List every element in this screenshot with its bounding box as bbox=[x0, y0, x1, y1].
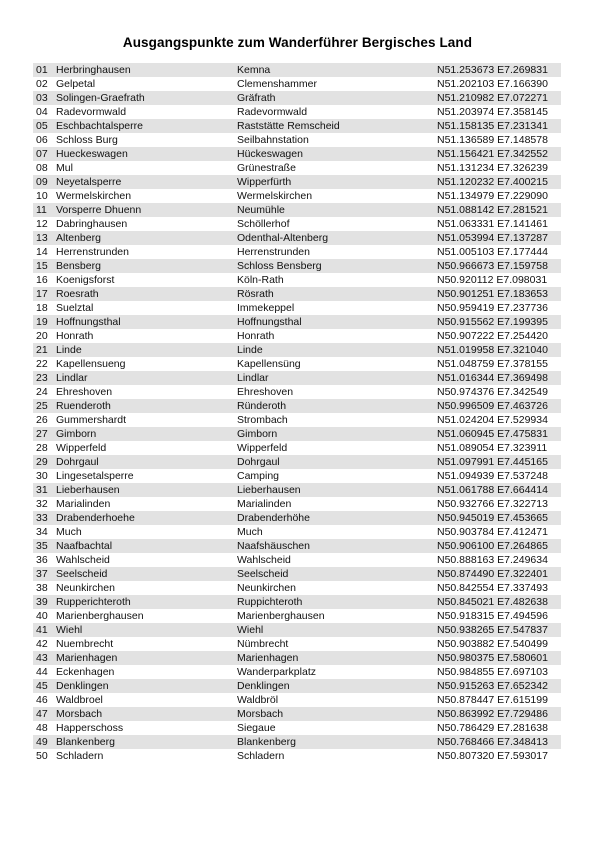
row-number: 17 bbox=[36, 288, 48, 300]
route-name: Vorsperre Dhuenn bbox=[56, 204, 142, 216]
gps-coordinates: N50.915562 E7.199395 bbox=[437, 316, 548, 328]
start-place: Blankenberg bbox=[237, 736, 296, 748]
table-row bbox=[33, 735, 561, 749]
table-row bbox=[33, 595, 561, 609]
start-place: Wanderparkplatz bbox=[237, 666, 316, 678]
table-row bbox=[33, 749, 561, 763]
gps-coordinates: N51.019958 E7.321040 bbox=[437, 344, 548, 356]
row-number: 03 bbox=[36, 92, 48, 104]
start-place: Strombach bbox=[237, 414, 288, 426]
route-name: Bensberg bbox=[56, 260, 101, 272]
table-row bbox=[33, 315, 561, 329]
table-row bbox=[33, 609, 561, 623]
table-row bbox=[33, 553, 561, 567]
start-place: Morsbach bbox=[237, 708, 284, 720]
route-name: Ruenderoth bbox=[56, 400, 111, 412]
gps-coordinates: N50.888163 E7.249634 bbox=[437, 554, 548, 566]
start-place: Lieberhausen bbox=[237, 484, 301, 496]
start-place: Much bbox=[237, 526, 263, 538]
gps-coordinates: N51.088142 E7.281521 bbox=[437, 204, 548, 216]
start-place: Dohrgaul bbox=[237, 456, 280, 468]
table-row bbox=[33, 203, 561, 217]
route-name: Dohrgaul bbox=[56, 456, 99, 468]
route-name: Eckenhagen bbox=[56, 666, 115, 678]
row-number: 29 bbox=[36, 456, 48, 468]
gps-coordinates: N50.945019 E7.453665 bbox=[437, 512, 548, 524]
gps-coordinates: N51.094939 E7.537248 bbox=[437, 470, 548, 482]
table-row bbox=[33, 707, 561, 721]
start-place: Grünestraße bbox=[237, 162, 296, 174]
start-place: Schloss Bensberg bbox=[237, 260, 322, 272]
gps-coordinates: N50.874490 E7.322401 bbox=[437, 568, 548, 580]
row-number: 23 bbox=[36, 372, 48, 384]
gps-coordinates: N51.156421 E7.342552 bbox=[437, 148, 548, 160]
route-name: Marienberghausen bbox=[56, 610, 144, 622]
row-number: 30 bbox=[36, 470, 48, 482]
row-number: 42 bbox=[36, 638, 48, 650]
table-row bbox=[33, 385, 561, 399]
table-row bbox=[33, 147, 561, 161]
table-row bbox=[33, 483, 561, 497]
start-place: Camping bbox=[237, 470, 280, 482]
route-name: Ehreshoven bbox=[56, 386, 113, 398]
route-name: Schloss Burg bbox=[56, 134, 118, 146]
table-row bbox=[33, 245, 561, 259]
gps-coordinates: N51.134979 E7.229090 bbox=[437, 190, 548, 202]
start-place: Wiehl bbox=[237, 624, 264, 636]
gps-coordinates: N50.842554 E7.337493 bbox=[437, 582, 548, 594]
row-number: 46 bbox=[36, 694, 48, 706]
start-place: Marienberghausen bbox=[237, 610, 325, 622]
table-row bbox=[33, 623, 561, 637]
row-number: 24 bbox=[36, 386, 48, 398]
start-place: Raststätte Remscheid bbox=[237, 120, 340, 132]
gps-coordinates: N51.158135 E7.231341 bbox=[437, 120, 548, 132]
table-row bbox=[33, 693, 561, 707]
row-number: 36 bbox=[36, 554, 48, 566]
table-row bbox=[33, 637, 561, 651]
route-name: Gummershardt bbox=[56, 414, 127, 426]
start-place: Wipperfürth bbox=[237, 176, 292, 188]
gps-coordinates: N50.903784 E7.412471 bbox=[437, 526, 548, 538]
gps-coordinates: N50.966673 E7.159758 bbox=[437, 260, 548, 272]
row-number: 47 bbox=[36, 708, 48, 720]
route-name: Much bbox=[56, 526, 82, 538]
route-name: Koenigsforst bbox=[56, 274, 115, 286]
route-name: Marialinden bbox=[56, 498, 111, 510]
gps-coordinates: N51.131234 E7.326239 bbox=[437, 162, 548, 174]
row-number: 33 bbox=[36, 512, 48, 524]
table-row bbox=[33, 413, 561, 427]
table-row bbox=[33, 539, 561, 553]
row-number: 45 bbox=[36, 680, 48, 692]
row-number: 50 bbox=[36, 750, 48, 762]
start-place: Seilbahnstation bbox=[237, 134, 309, 146]
route-name: Dabringhausen bbox=[56, 218, 128, 230]
row-number: 26 bbox=[36, 414, 48, 426]
row-number: 27 bbox=[36, 428, 48, 440]
row-number: 02 bbox=[36, 78, 48, 90]
gps-coordinates: N50.932766 E7.322713 bbox=[437, 498, 548, 510]
route-name: Eschbachtalsperre bbox=[56, 120, 143, 132]
gps-coordinates: N50.980375 E7.580601 bbox=[437, 652, 548, 664]
route-name: Honrath bbox=[56, 330, 94, 342]
start-place: Neumühle bbox=[237, 204, 285, 216]
gps-coordinates: N51.048759 E7.378155 bbox=[437, 358, 548, 370]
route-name: Kapellensueng bbox=[56, 358, 126, 370]
gps-coordinates: N50.768466 E7.348413 bbox=[437, 736, 548, 748]
row-number: 34 bbox=[36, 526, 48, 538]
table-row bbox=[33, 525, 561, 539]
table-row bbox=[33, 651, 561, 665]
page-title: Ausgangspunkte zum Wanderführer Bergisches Land bbox=[122, 35, 473, 50]
row-number: 16 bbox=[36, 274, 48, 286]
table-row bbox=[33, 665, 561, 679]
route-name: Happerschoss bbox=[56, 722, 124, 734]
route-name: Seelscheid bbox=[56, 568, 108, 580]
table-row bbox=[33, 119, 561, 133]
gps-coordinates: N51.120232 E7.400215 bbox=[437, 176, 548, 188]
route-name: Neunkirchen bbox=[56, 582, 115, 594]
route-name: Blankenberg bbox=[56, 736, 115, 748]
gps-coordinates: N51.061788 E7.664414 bbox=[437, 484, 548, 496]
table-row bbox=[33, 427, 561, 441]
gps-coordinates: N50.903882 E7.540499 bbox=[437, 638, 548, 650]
route-name: Wermelskirchen bbox=[56, 190, 132, 202]
gps-coordinates: N51.136589 E7.148578 bbox=[437, 134, 548, 146]
row-number: 14 bbox=[36, 246, 48, 258]
table-row bbox=[33, 259, 561, 273]
table-row bbox=[33, 357, 561, 371]
gps-coordinates: N50.915263 E7.652342 bbox=[437, 680, 548, 692]
gps-coordinates: N50.984855 E7.697103 bbox=[437, 666, 548, 678]
table-row bbox=[33, 399, 561, 413]
row-number: 44 bbox=[36, 666, 48, 678]
gps-coordinates: N50.938265 E7.547837 bbox=[437, 624, 548, 636]
gps-coordinates: N51.253673 E7.269831 bbox=[437, 64, 548, 76]
table-row bbox=[33, 175, 561, 189]
route-name: Naafbachtal bbox=[56, 540, 113, 552]
table-row bbox=[33, 329, 561, 343]
row-number: 38 bbox=[36, 582, 48, 594]
gps-coordinates: N51.203974 E7.358145 bbox=[437, 106, 548, 118]
start-place: Köln-Rath bbox=[237, 274, 284, 286]
route-name: Suelztal bbox=[56, 302, 94, 314]
start-place: Linde bbox=[237, 344, 263, 356]
start-place: Radevormwald bbox=[237, 106, 308, 118]
route-name: Wiehl bbox=[56, 624, 83, 636]
gps-coordinates: N51.097991 E7.445165 bbox=[437, 456, 548, 468]
gps-coordinates: N51.202103 E7.166390 bbox=[437, 78, 548, 90]
table-row bbox=[33, 287, 561, 301]
table-row bbox=[33, 441, 561, 455]
row-number: 31 bbox=[36, 484, 48, 496]
route-name: Altenberg bbox=[56, 232, 101, 244]
row-number: 25 bbox=[36, 400, 48, 412]
start-place: Kapellensüng bbox=[237, 358, 301, 370]
row-number: 43 bbox=[36, 652, 48, 664]
start-place: Denklingen bbox=[237, 680, 290, 692]
start-place: Lindlar bbox=[237, 372, 269, 384]
gps-coordinates: N50.907222 E7.254420 bbox=[437, 330, 548, 342]
route-name: Drabenderhoehe bbox=[56, 512, 135, 524]
gps-coordinates: N50.807320 E7.593017 bbox=[437, 750, 548, 762]
row-number: 48 bbox=[36, 722, 48, 734]
start-place: Wipperfeld bbox=[237, 442, 288, 454]
row-number: 39 bbox=[36, 596, 48, 608]
start-place: Rösrath bbox=[237, 288, 274, 300]
table-row bbox=[33, 77, 561, 91]
row-number: 05 bbox=[36, 120, 48, 132]
table-row bbox=[33, 497, 561, 511]
route-name: Lieberhausen bbox=[56, 484, 120, 496]
table-row bbox=[33, 455, 561, 469]
route-name: Solingen-Graefrath bbox=[56, 92, 145, 104]
start-place: Nümbrecht bbox=[237, 638, 289, 650]
row-number: 10 bbox=[36, 190, 48, 202]
start-place: Waldbröl bbox=[237, 694, 279, 706]
row-number: 13 bbox=[36, 232, 48, 244]
row-number: 06 bbox=[36, 134, 48, 146]
start-place: Ründeroth bbox=[237, 400, 287, 412]
row-number: 12 bbox=[36, 218, 48, 230]
route-name: Mul bbox=[56, 162, 73, 174]
table-row bbox=[33, 63, 561, 77]
start-place: Wermelskirchen bbox=[237, 190, 313, 202]
route-name: Wipperfeld bbox=[56, 442, 107, 454]
route-name: Lindlar bbox=[56, 372, 88, 384]
route-name: Roesrath bbox=[56, 288, 99, 300]
row-number: 08 bbox=[36, 162, 48, 174]
table-row bbox=[33, 189, 561, 203]
start-place: Immekeppel bbox=[237, 302, 295, 314]
gps-coordinates: N50.845021 E7.482638 bbox=[437, 596, 548, 608]
gps-coordinates: N50.918315 E7.494596 bbox=[437, 610, 548, 622]
row-number: 21 bbox=[36, 344, 48, 356]
table-row bbox=[33, 581, 561, 595]
gps-coordinates: N50.996509 E7.463726 bbox=[437, 400, 548, 412]
route-name: Neyetalsperre bbox=[56, 176, 122, 188]
table-row bbox=[33, 273, 561, 287]
table-row bbox=[33, 301, 561, 315]
start-place: Ruppichteroth bbox=[237, 596, 303, 608]
gps-coordinates: N50.920112 E7.098031 bbox=[437, 274, 548, 286]
route-name: Denklingen bbox=[56, 680, 109, 692]
start-place: Drabenderhöhe bbox=[237, 512, 310, 524]
start-place: Gräfrath bbox=[237, 92, 276, 104]
route-name: Gelpetal bbox=[56, 78, 96, 90]
route-name: Linde bbox=[56, 344, 82, 356]
table-row bbox=[33, 91, 561, 105]
row-number: 09 bbox=[36, 176, 48, 188]
start-place: Odenthal-Altenberg bbox=[237, 232, 329, 244]
table-row bbox=[33, 567, 561, 581]
gps-coordinates: N50.786429 E7.281638 bbox=[437, 722, 548, 734]
start-place: Ehreshoven bbox=[237, 386, 294, 398]
gps-coordinates: N50.959419 E7.237736 bbox=[437, 302, 548, 314]
route-name: Wahlscheid bbox=[56, 554, 110, 566]
gps-coordinates: N51.016344 E7.369498 bbox=[437, 372, 548, 384]
row-number: 18 bbox=[36, 302, 48, 314]
row-number: 41 bbox=[36, 624, 48, 636]
row-number: 20 bbox=[36, 330, 48, 342]
gps-coordinates: N51.063331 E7.141461 bbox=[437, 218, 548, 230]
table-row bbox=[33, 343, 561, 357]
route-name: Nuembrecht bbox=[56, 638, 114, 650]
row-number: 32 bbox=[36, 498, 48, 510]
row-number: 15 bbox=[36, 260, 48, 272]
start-place: Schladern bbox=[237, 750, 285, 762]
row-number: 07 bbox=[36, 148, 48, 160]
start-place: Naafshäuschen bbox=[237, 540, 310, 552]
route-name: Gimborn bbox=[56, 428, 97, 440]
route-name: Hoffnungsthal bbox=[56, 316, 121, 328]
table-row bbox=[33, 105, 561, 119]
route-name: Hueckeswagen bbox=[56, 148, 128, 160]
gps-coordinates: N50.974376 E7.342549 bbox=[437, 386, 548, 398]
table-row bbox=[33, 511, 561, 525]
table-row bbox=[33, 679, 561, 693]
gps-coordinates: N51.060945 E7.475831 bbox=[437, 428, 548, 440]
start-place: Hückeswagen bbox=[237, 148, 303, 160]
row-number: 40 bbox=[36, 610, 48, 622]
route-name: Waldbroel bbox=[56, 694, 103, 706]
start-place: Herrenstrunden bbox=[237, 246, 310, 258]
route-name: Herbringhausen bbox=[56, 64, 131, 76]
table-row bbox=[33, 231, 561, 245]
row-number: 37 bbox=[36, 568, 48, 580]
table-row bbox=[33, 721, 561, 735]
row-number: 35 bbox=[36, 540, 48, 552]
start-place: Honrath bbox=[237, 330, 275, 342]
gps-coordinates: N51.089054 E7.323911 bbox=[437, 442, 548, 454]
table-row bbox=[33, 133, 561, 147]
start-place: Marialinden bbox=[237, 498, 292, 510]
start-place: Siegaue bbox=[237, 722, 276, 734]
start-place: Seelscheid bbox=[237, 568, 289, 580]
route-name: Herrenstrunden bbox=[56, 246, 129, 258]
row-number: 22 bbox=[36, 358, 48, 370]
start-place: Wahlscheid bbox=[237, 554, 291, 566]
route-name: Rupperichteroth bbox=[56, 596, 131, 608]
row-number: 04 bbox=[36, 106, 48, 118]
start-place: Neunkirchen bbox=[237, 582, 296, 594]
start-place: Marienhagen bbox=[237, 652, 299, 664]
start-place: Clemenshammer bbox=[237, 78, 317, 90]
route-name: Schladern bbox=[56, 750, 104, 762]
row-number: 01 bbox=[36, 64, 48, 76]
starting-points-table bbox=[33, 63, 561, 763]
route-name: Morsbach bbox=[56, 708, 103, 720]
table-row bbox=[33, 371, 561, 385]
route-name: Radevormwald bbox=[56, 106, 127, 118]
row-number: 11 bbox=[36, 204, 47, 216]
row-number: 19 bbox=[36, 316, 48, 328]
gps-coordinates: N51.005103 E7.177444 bbox=[437, 246, 548, 258]
table-row bbox=[33, 161, 561, 175]
gps-coordinates: N50.901251 E7.183653 bbox=[437, 288, 548, 300]
gps-coordinates: N51.210982 E7.072271 bbox=[437, 92, 548, 104]
route-name: Lingesetalsperre bbox=[56, 470, 134, 482]
table-row bbox=[33, 469, 561, 483]
gps-coordinates: N51.024204 E7.529934 bbox=[437, 414, 548, 426]
start-place: Hoffnungsthal bbox=[237, 316, 302, 328]
row-number: 28 bbox=[36, 442, 48, 454]
table-row bbox=[33, 217, 561, 231]
start-place: Gimborn bbox=[237, 428, 278, 440]
start-place: Kemna bbox=[237, 64, 271, 76]
gps-coordinates: N50.863992 E7.729486 bbox=[437, 708, 548, 720]
start-place: Schöllerhof bbox=[237, 218, 290, 230]
gps-coordinates: N50.878447 E7.615199 bbox=[437, 694, 548, 706]
row-number: 49 bbox=[36, 736, 48, 748]
route-name: Marienhagen bbox=[56, 652, 118, 664]
gps-coordinates: N50.906100 E7.264865 bbox=[437, 540, 548, 552]
gps-coordinates: N51.053994 E7.137287 bbox=[437, 232, 548, 244]
